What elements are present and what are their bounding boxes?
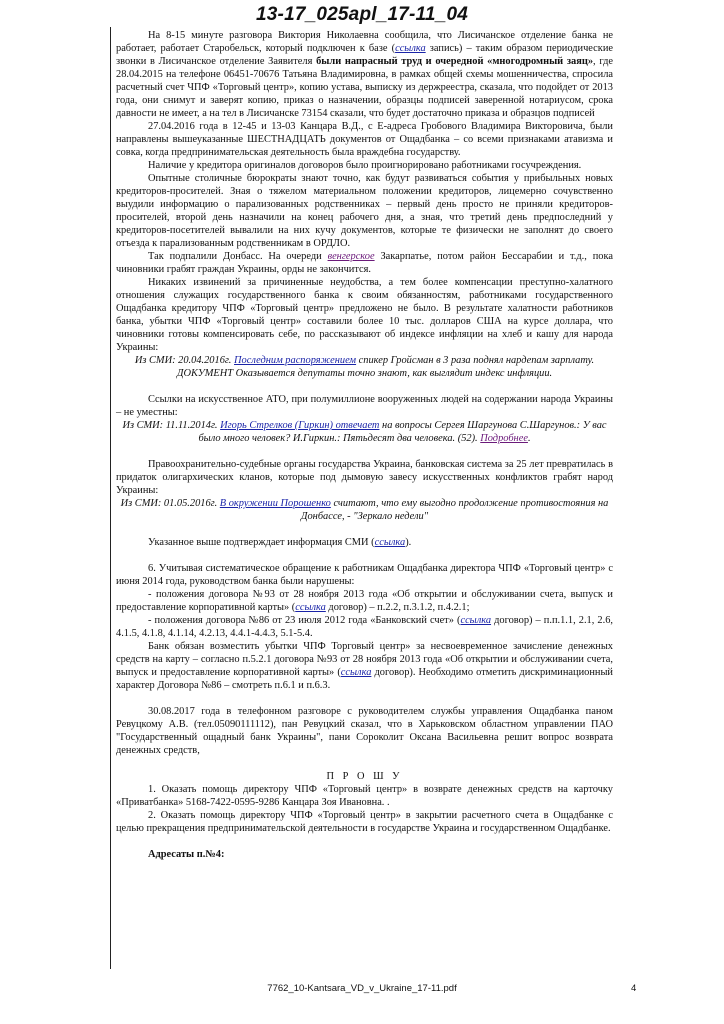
footer-filename: 7762_10-Kantsara_VD_v_Ukraine_17-11.pdf [267,983,457,994]
link-contract-86[interactable]: ссылка [460,615,492,626]
quote-media-poroshenko: Из СМИ: 01.05.2016г. В окружении Порошенко считают, что ему выгодно продолжение противостояния на Донбассе, - "Зеркало недели" [120,498,609,522]
link-recording[interactable]: ссылка [395,43,426,54]
link-contract-93b[interactable]: ссылка [340,667,372,678]
paragraph-call-info: На 8-15 минуте разговора Виктория Николаевна сообщила, что Лисичанское отделение банка не работает, работает Старобельск, который подключен к базе (ссылка запись) – таким образом периодические звонки в Лисичанское отделение Заявителя были напрасный труд и очередной «многодромный заяц», где 28.04.2015 на телефоне 06451-70676 Татьяна Владимировна, в рамках общей схемы мошенничества, спросила расчетный счет ЧПФ «Торговый центр», копию устава, выписку из держреестра, сказала, что подойдет от 2013 года, они снимут и заверят копию, приказ о назначении, образцы подписей заверенной нотариусом, срока давности не имеет, а на тел в Лисичанске 73154 сказали, что будет достаточно приказа и образцов подписей [116,30,613,119]
document-header: 13-17_025apl_17-11_04 [256,4,468,25]
link-media[interactable]: ссылка [374,537,406,548]
link-contract-93[interactable]: ссылка [295,602,326,613]
link-more[interactable]: Подробнее [480,433,528,444]
quote-media-strelkov: Из СМИ: 11.11.2014г. Игорь Стрелков (Гиркин) отвечает на вопросы Сергея Шаргунова С.Шаргунов.: У вас было много человек? И.Гиркин.: Пятьдесят два человека. (52). Подробнее. [122,420,607,444]
page-number: 4 [631,983,637,994]
paragraph-media-confirm: Указанное выше подтверждает информация СМИ (ссылка). [148,537,412,548]
paragraph-ato: Ссылки на искусственное АТО, при полумиллионе вооруженных людей на содержании народа Украины – не уместны: [116,394,613,418]
paragraph-phone-call: 30.08.2017 года в телефонном разговоре с руководителем службы управления Ощадбанка паном Ревуцкому А.В. (тел.05090111112), пан Ревуцкий сказал, что в Харьковском областном управлении ПАО "Государственный ощадный банк Украины", пани Сороколит Оксана Васильевна решит вопрос возврата денежных средств, [116,706,613,756]
paragraph-law-enforcement: Правоохранительно-судебные органы государства Украина, банковская система за 25 лет превратилась в придаток олигархических кланов, которые под дымовую завесу искусственных конфликтов грабят народ Украины: [116,459,613,496]
link-last-order[interactable]: Последним распоряжением [234,355,357,366]
paragraph-donbass: Так подпалили Донбасс. На очереди венгерское Закарпатье, потом район Бессарабии и т.д., пока чиновники грабят граждан Украины, орды не закончится. [116,251,613,275]
request-item-1: 1. Оказать помощь директору ЧПФ «Торговый центр» в возврате денежных средств на карточку «Приватбанка» 5168-7422-0595-9286 Канцара Зоя Ивановна. . [116,784,613,808]
quote-media-groysman: Из СМИ: 20.04.2016г. Последним распоряжением спикер Гройсман в 3 раза поднял нардепам зарплату. ДОКУМЕНТ Оказывается депутаты точно знают, как выглядит индекс инфляции. [134,355,595,379]
addressees-heading: Адресаты п.№4: [148,849,225,860]
paragraph-documents-sent: 27.04.2016 года в 12-45 и 13-03 Канцара В.Д., с Е-адреса Гробового Владимира Викторовича, были направлены вышеуказанные ШЕСТНАДЦАТЬ документов от Ощадбанка – со всеми признаками атавизма и совка, когда предпринимательская деятельность была враждебна государству. [116,121,613,158]
request-item-2: 2. Оказать помощь директору ЧПФ «Торговый центр» в закрытии расчетного счета в Ощадбанке с целью прекращения предпринимательской деятельности в государстве Украина и государственном Ощадбанке. [116,810,613,834]
paragraph-originals-ignored: Наличие у кредитора оригиналов договоров было проигнорировано работниками госучреждения. [148,160,582,171]
paragraph-contract-86: - положения договора №86 от 23 июля 2012 года «Банковский счет» (ссылка договор) – п.п.1.1, 2.1, 2.6, 4.1.5, 4.1.8, 4.1.14, 4.2.13, 4.4.1-4.4.3, 5.1-5.4. [116,615,613,639]
link-strelkov[interactable]: Игорь Стрелков (Гиркин) отвечает [220,420,380,431]
link-hungarian[interactable]: венгерское [327,251,375,262]
paragraph-compensation: Банк обязан возместить убытки ЧПФ Торговый центр» за несвоевременное зачисление денежных средств на карту – согласно п.5.2.1 договора №93 от 28 ноября 2013 года «Об открытии и обслуживании счета, выпуск и предоставление корпоративной карты» (ссылка договор). Необходимо отметить дискриминационный характер Договора №86 – смотреть п.6.1 и п.6.3. [116,641,613,691]
request-heading: П Р О Ш У [326,771,403,782]
link-poroshenko[interactable]: В окружении Порошенко [219,498,331,509]
document-body [116,29,613,861]
paragraph-item-6: 6. Учитывая систематическое обращение к работникам Ощадбанка директора ЧПФ «Торговый центр» с июня 2014 года, руководством банка были нарушены: [116,563,613,587]
margin-line [110,27,111,969]
paragraph-contract-93: - положения договора №93 от 28 ноября 2013 года «Об открытии и обслуживании счета, выпуск и предоставление корпоративной карты» (ссылка договор) – п.2.2, п.3.1.2, п.4.2.1; [116,589,613,613]
paragraph-no-apology: Никаких извинений за причиненные неудобства, а тем более компенсации преступно-халатного отношения служащих государственного банка к своим обязанностям, работниками государственного Ощадбанка кредитору ЧПФ «Торговый центр» предложено не было. В результате халатности работников банка, убытки ЧПФ «Торговый центр» составили более 10 тыс. долларов США на курсе доллара, что чиновники готовы компенсировать себе, по рассказывают об индексе инфляции на хлеб и кашу для народа Украины: [116,277,613,353]
paragraph-bureaucrats: Опытные столичные бюрократы знают точно, как будут развиваться события у прибыльных новых кредиторов-просителей. Зная о тяжелом материальном положении кредиторов, лицемерно сочувственно выудили информацию о парализованных родственниках – первый день просто не приняли кредиторов-просителей, второй день назначили на конец рабочего дня, а зная, что третий день предпоследний у кредиторов-посетителей вывалили на них кучу документов, которые те физически не заполнят до своего отъезда к парализованным родственникам в ОРДЛО. [116,173,613,249]
